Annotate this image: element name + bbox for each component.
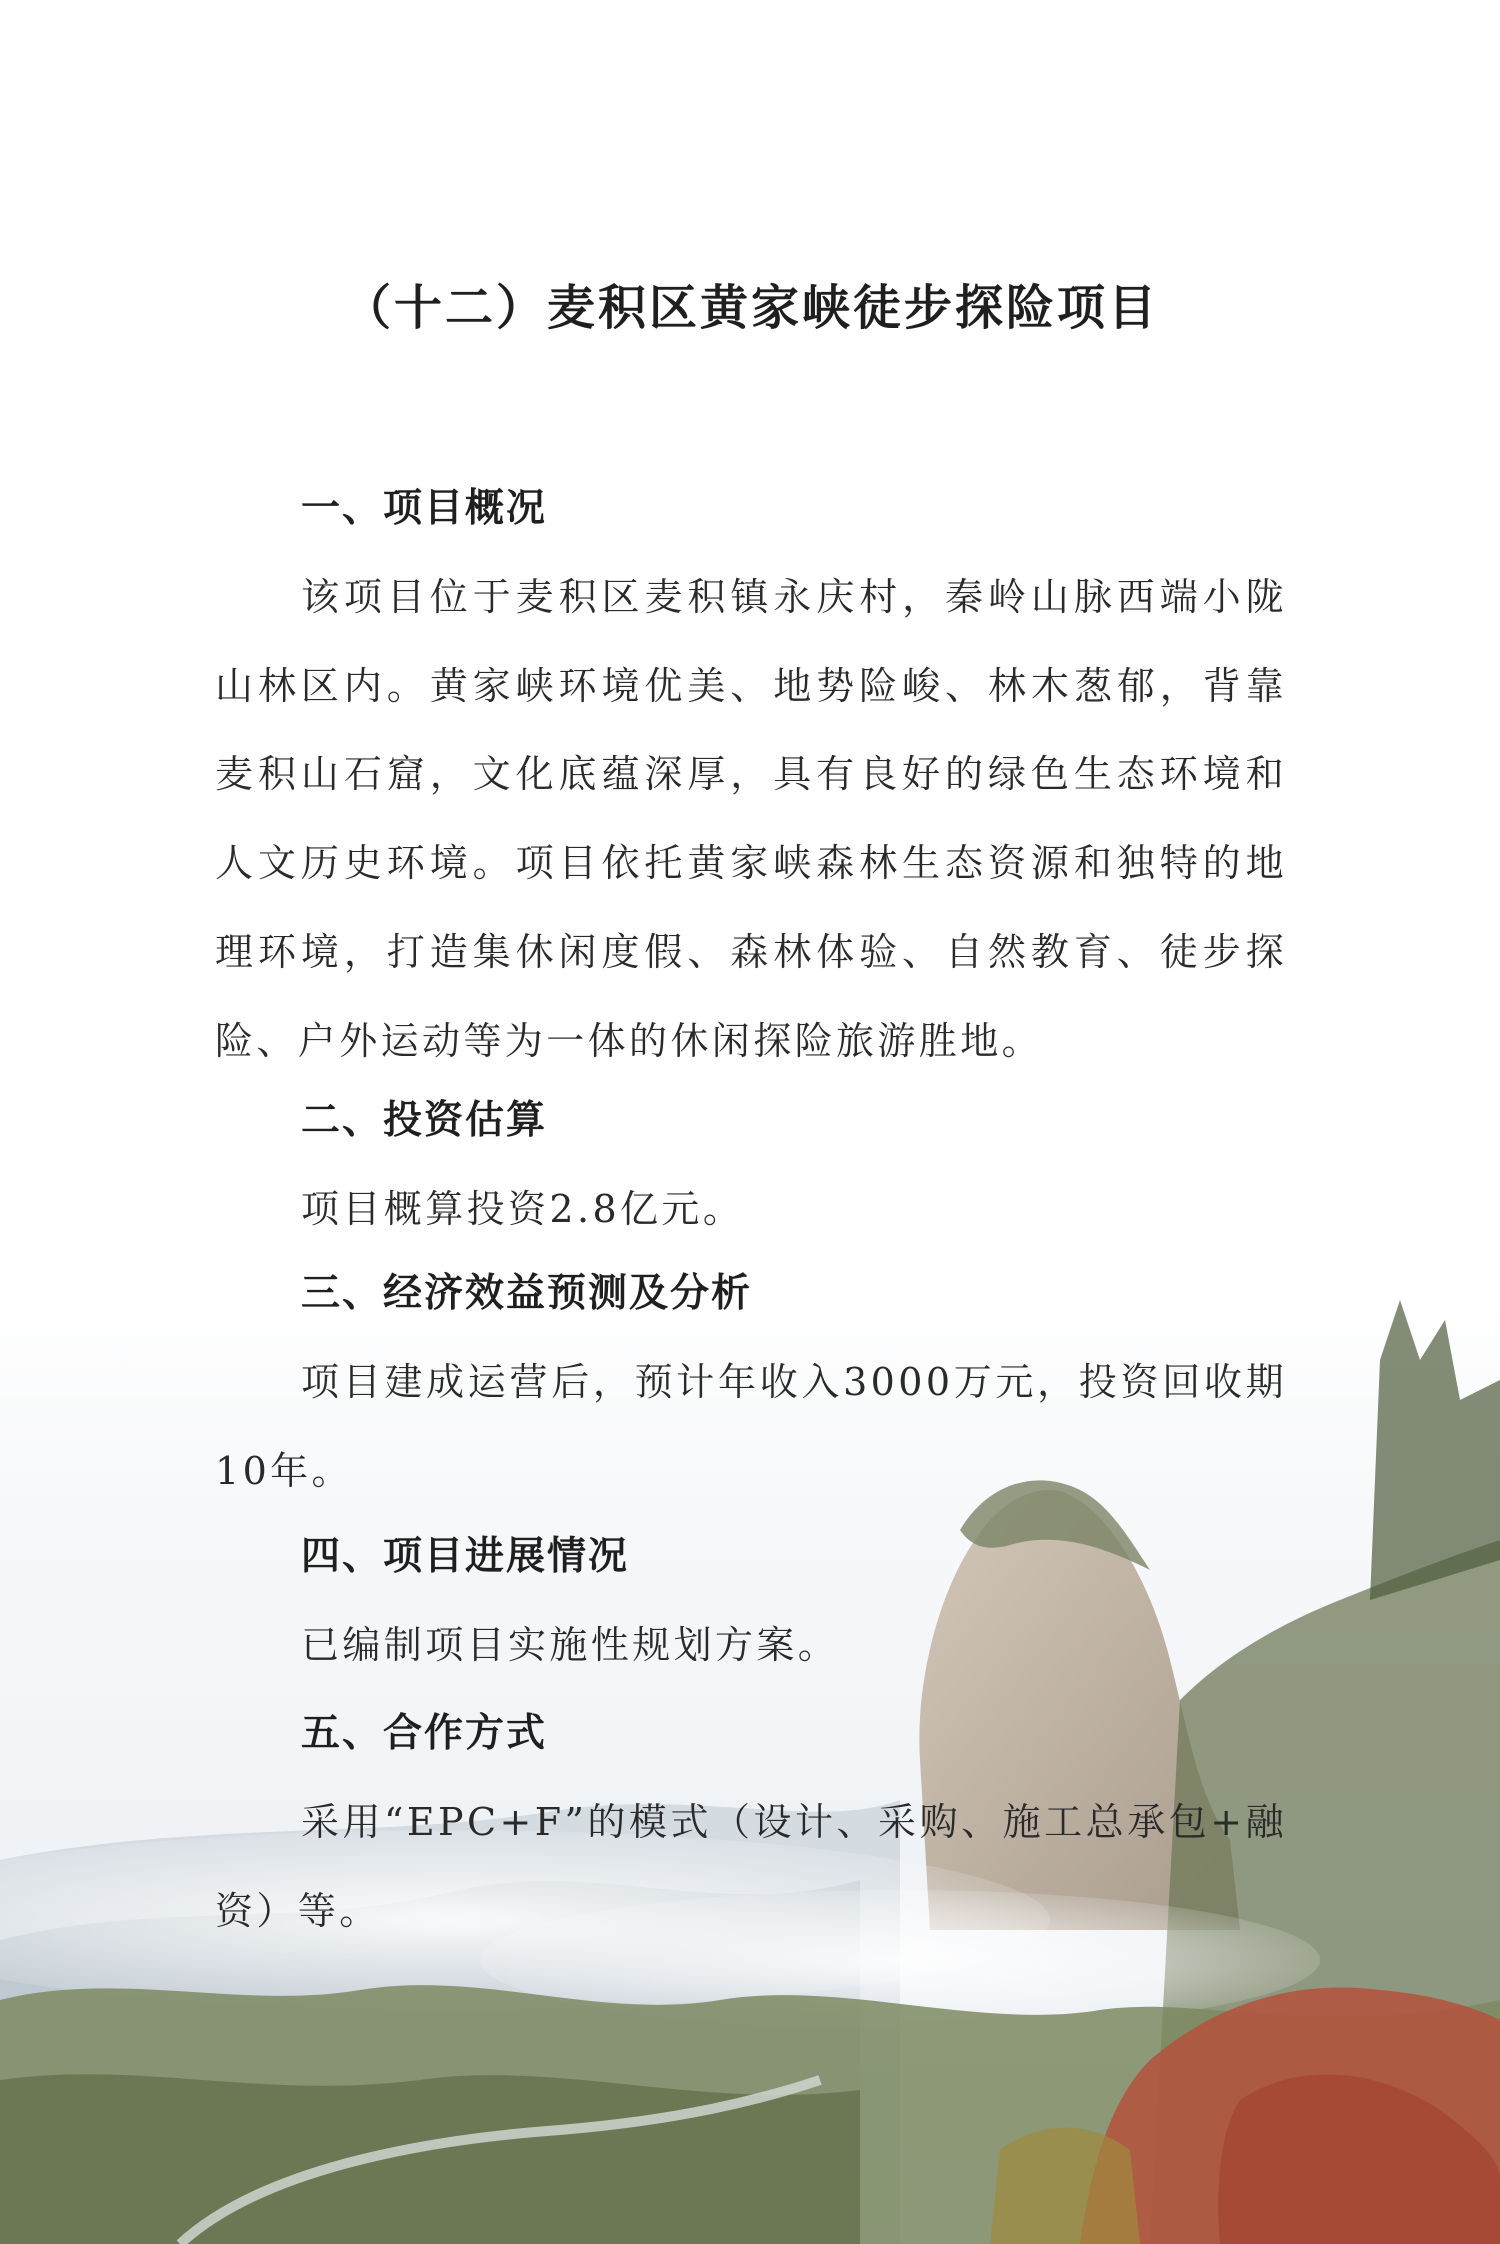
- page-title: （十二）麦积区黄家峡徒步探险项目: [342, 280, 1159, 336]
- section-heading: 五、合作方式: [301, 1711, 548, 1756]
- section-body: 该项目位于麦积区麦积镇永庆村，秦岭山脉西端小陇山林区内。黄家峡环境优美、地势险峻、林木葱郁，背靠麦积山石窟，文化底蕴深厚，具有良好的绿色生态环境和人文历史环境。项目依托黄家峡森林生态资源和独特的地理环境，打造集休闲度假、森林体验、自然教育、徒步探险、户外运动等为一体的休闲探险旅游胜地。: [215, 575, 1287, 1063]
- section-body: 已编制项目实施性规划方案。: [301, 1623, 840, 1667]
- section-body: 项目概算投资2.8亿元。: [301, 1187, 745, 1231]
- section-heading: 一、项目概况: [301, 486, 548, 531]
- section-heading: 二、投资估算: [301, 1098, 548, 1143]
- section-overview: [215, 465, 1287, 1085]
- section-economic: [215, 1250, 1287, 1515]
- section-investment: [215, 1077, 1287, 1254]
- section-heading: 四、项目进展情况: [301, 1534, 630, 1579]
- section-cooperation: [215, 1690, 1287, 1955]
- section-heading: 三、经济效益预测及分析: [301, 1271, 753, 1316]
- section-progress: [215, 1513, 1287, 1690]
- section-body: 采用“EPC+F”的模式（设计、采购、施工总承包+融资）等。: [215, 1800, 1287, 1933]
- section-body: 项目建成运营后，预计年收入3000万元，投资回收期10年。: [215, 1360, 1287, 1493]
